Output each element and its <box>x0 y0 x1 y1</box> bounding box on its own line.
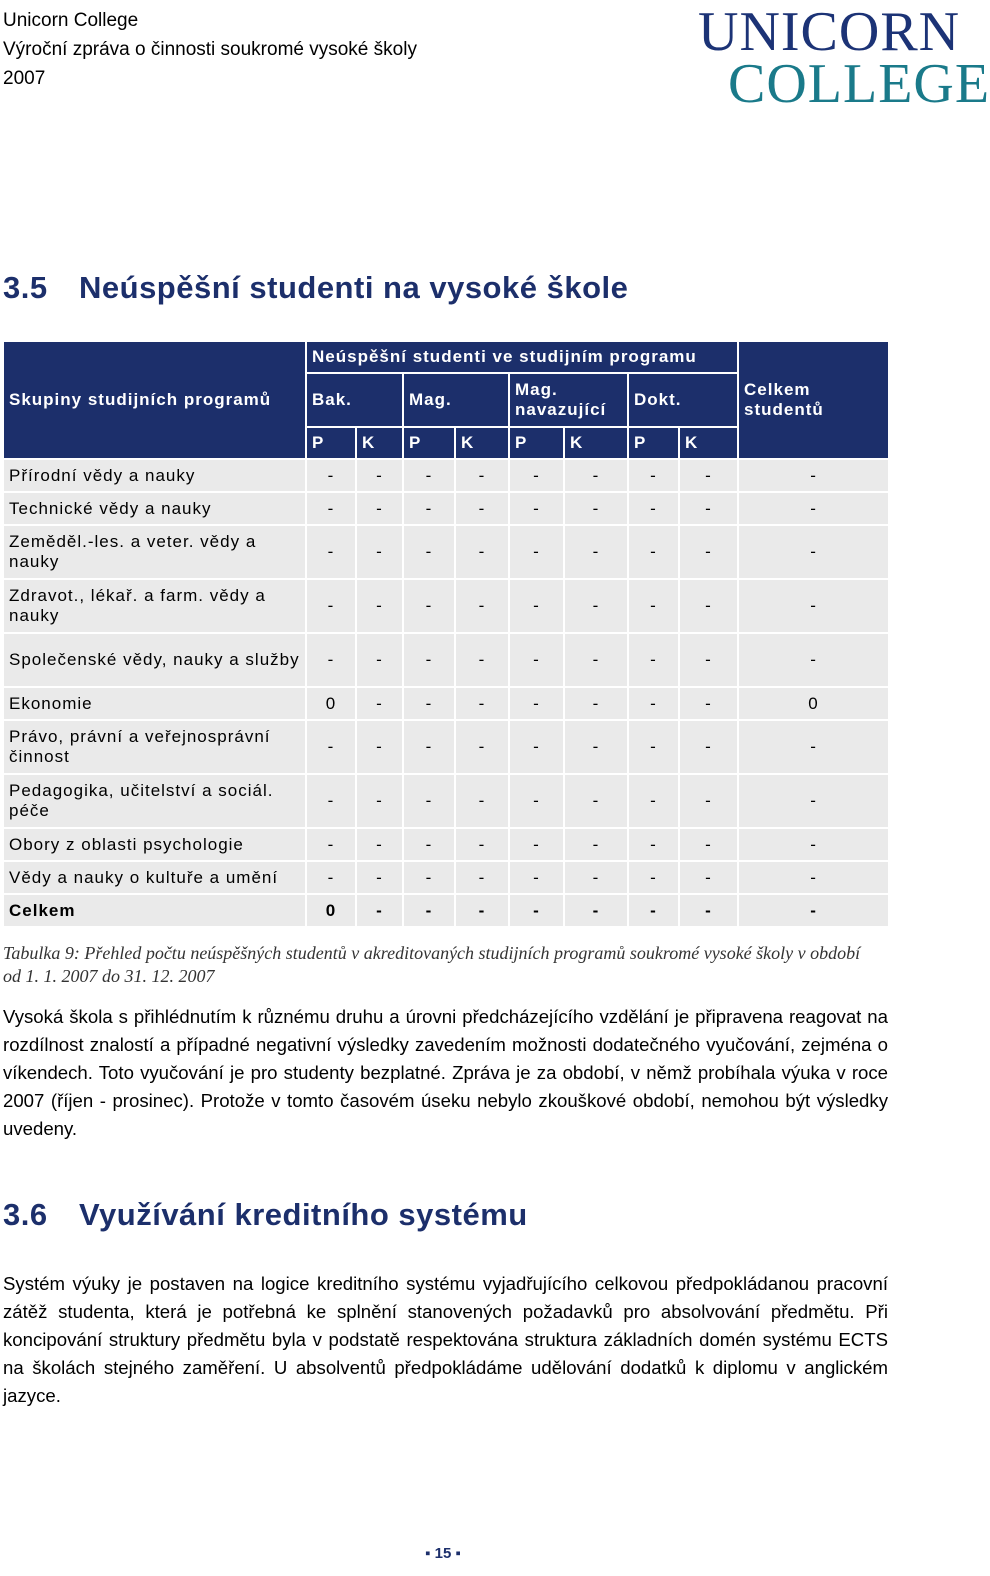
total-cell: - <box>738 525 889 579</box>
value-cell: - <box>306 579 356 633</box>
value-cell: - <box>509 459 564 492</box>
value-cell: 0 <box>306 687 356 720</box>
value-cell: - <box>509 774 564 828</box>
sub-header: P <box>628 427 679 459</box>
total-cell: - <box>738 579 889 633</box>
row-label: Zeměděl.-les. a veter. vědy a nauky <box>3 525 306 579</box>
value-cell: - <box>306 720 356 774</box>
value-cell: - <box>628 633 679 687</box>
value-cell: - <box>403 459 455 492</box>
value-cell: - <box>306 774 356 828</box>
total-cell: - <box>738 492 889 525</box>
value-cell: - <box>509 894 564 927</box>
total-header-text: Celkem studentů <box>744 380 824 419</box>
table-row <box>3 459 889 492</box>
value-cell: - <box>628 459 679 492</box>
table-row <box>3 633 889 687</box>
value-cell: - <box>564 861 628 894</box>
program-header: Dokt. <box>628 373 738 427</box>
value-cell: - <box>628 861 679 894</box>
value-cell: - <box>455 579 509 633</box>
section-title: Využívání kreditního systému <box>79 1197 528 1232</box>
header-report-title: Výroční zpráva o činnosti soukromé vysoké školy <box>3 39 417 60</box>
value-cell: - <box>509 492 564 525</box>
table-row <box>3 774 889 828</box>
col-header-total <box>738 341 889 459</box>
value-cell: - <box>356 861 403 894</box>
value-cell: - <box>455 828 509 861</box>
value-cell: - <box>628 774 679 828</box>
value-cell: - <box>679 687 738 720</box>
sub-header: K <box>455 427 509 459</box>
row-label: Pedagogika, učitelství a sociál. péče <box>3 774 306 828</box>
row-label: Společenské vědy, nauky a služby <box>3 633 306 687</box>
value-cell: - <box>356 525 403 579</box>
program-header: Mag. <box>403 373 509 427</box>
value-cell: - <box>679 579 738 633</box>
row-label: Ekonomie <box>3 687 306 720</box>
row-label: Technické vědy a nauky <box>3 492 306 525</box>
value-cell: - <box>306 492 356 525</box>
value-cell: - <box>509 828 564 861</box>
value-cell: - <box>403 861 455 894</box>
value-cell: - <box>564 687 628 720</box>
value-cell: - <box>356 894 403 927</box>
value-cell: - <box>403 687 455 720</box>
value-cell: - <box>564 720 628 774</box>
paragraph-remedial-teaching: Vysoká škola s přihlédnutím k různému druhu a úrovni předcházejícího vzdělání je připravena reagovat na rozdílnost znalostí a případné negativní výsledky zavedením možnosti dodatečného vyučování, zejména o víkendech. Toto vyučování je pro studenty bezplatné. Zpráva je za období, v němž probíhala výuka v roce 2007 (říjen - prosinec). Protože v tomto časovém úseku nebylo zkouškové období, nemohou být výsledky uvedeny. <box>3 1006 888 1139</box>
value-cell: - <box>679 459 738 492</box>
header-year: 2007 <box>3 68 46 89</box>
value-cell: - <box>679 525 738 579</box>
table-row <box>3 861 889 894</box>
value-cell: - <box>679 633 738 687</box>
value-cell: - <box>564 894 628 927</box>
value-cell: - <box>356 687 403 720</box>
sub-header: P <box>306 427 356 459</box>
value-cell: - <box>679 894 738 927</box>
value-cell: - <box>306 525 356 579</box>
section-number: 3.5 <box>3 270 48 305</box>
row-label: Celkem <box>3 894 306 927</box>
value-cell: - <box>455 492 509 525</box>
unsuccessful-students-table <box>3 341 889 927</box>
paragraph-credit-system: Systém výuky je postaven na logice kreditního systému vyjadřujícího celkovou předpokládanou pracovní zátěž studenta, která je potřebná ke splnění stanovených požadavků pro absolvování předmětu. Při koncipování struktury předmětu byla v podstatě respektována struktura základních domén systému ECTS na školách stejného zaměření. U absolventů předpokládáme udělování dodatků k diplomu v anglickém jazyce. <box>3 1273 888 1406</box>
total-cell: - <box>738 720 889 774</box>
value-cell: 0 <box>306 894 356 927</box>
value-cell: - <box>455 687 509 720</box>
value-cell: - <box>403 525 455 579</box>
header-college: Unicorn College <box>3 10 139 31</box>
value-cell: - <box>455 861 509 894</box>
value-cell: - <box>455 774 509 828</box>
value-cell: - <box>403 492 455 525</box>
value-cell: - <box>455 720 509 774</box>
document-header <box>3 6 417 93</box>
value-cell: - <box>509 720 564 774</box>
value-cell: - <box>356 459 403 492</box>
value-cell: - <box>679 828 738 861</box>
value-cell: - <box>403 894 455 927</box>
row-label: Obory z oblasti psychologie <box>3 828 306 861</box>
value-cell: - <box>628 720 679 774</box>
sub-header: K <box>356 427 403 459</box>
value-cell: - <box>628 828 679 861</box>
total-cell: - <box>738 861 889 894</box>
table-row <box>3 720 889 774</box>
value-cell: - <box>564 828 628 861</box>
value-cell: - <box>509 525 564 579</box>
total-cell: - <box>738 828 889 861</box>
section-number: 3.6 <box>3 1197 48 1232</box>
value-cell: - <box>564 633 628 687</box>
sub-header: P <box>403 427 455 459</box>
value-cell: - <box>628 525 679 579</box>
row-label: Přírodní vědy a nauky <box>3 459 306 492</box>
value-cell: - <box>679 774 738 828</box>
value-cell: - <box>356 492 403 525</box>
unicorn-college-logo <box>698 1 990 115</box>
value-cell: - <box>509 633 564 687</box>
sub-header: K <box>564 427 628 459</box>
value-cell: - <box>628 579 679 633</box>
value-cell: - <box>455 525 509 579</box>
value-cell: - <box>564 492 628 525</box>
value-cell: - <box>356 579 403 633</box>
sub-header: K <box>679 427 738 459</box>
total-cell: - <box>738 633 889 687</box>
value-cell: - <box>509 687 564 720</box>
logo-line-college: COLLEGE <box>728 53 990 115</box>
value-cell: - <box>306 459 356 492</box>
value-cell: - <box>679 861 738 894</box>
program-header: Mag. navazující <box>509 373 628 427</box>
value-cell: - <box>306 633 356 687</box>
program-header: Bak. <box>306 373 403 427</box>
value-cell: - <box>628 492 679 525</box>
value-cell: - <box>679 492 738 525</box>
table-row <box>3 828 889 861</box>
total-cell: - <box>738 459 889 492</box>
value-cell: - <box>628 687 679 720</box>
col-header-groups: Skupiny studijních programů <box>3 341 306 459</box>
value-cell: - <box>403 828 455 861</box>
page-number: ▪ 15 ▪ <box>425 1545 461 1562</box>
row-label: Vědy a nauky o kultuře a umění <box>3 861 306 894</box>
value-cell: - <box>564 774 628 828</box>
value-cell: - <box>403 774 455 828</box>
logo-line-unicorn: UNICORN <box>698 1 961 63</box>
row-label: Zdravot., lékař. a farm. vědy a nauky <box>3 579 306 633</box>
value-cell: - <box>356 828 403 861</box>
value-cell: - <box>679 720 738 774</box>
value-cell: - <box>306 861 356 894</box>
value-cell: - <box>564 459 628 492</box>
row-label: Právo, právní a veřejnosprávní činnost <box>3 720 306 774</box>
value-cell: - <box>403 579 455 633</box>
value-cell: - <box>403 633 455 687</box>
value-cell: - <box>509 861 564 894</box>
value-cell: - <box>356 720 403 774</box>
total-cell: - <box>738 894 889 927</box>
value-cell: - <box>564 525 628 579</box>
section-heading-3-6 <box>3 1197 528 1233</box>
table-row <box>3 894 889 927</box>
table-row <box>3 525 889 579</box>
section-title: Neúspěšní studenti na vysoké škole <box>79 270 629 305</box>
sub-header: P <box>509 427 564 459</box>
table-caption: Tabulka 9: Přehled počtu neúspěšných studentů v akreditovaných studijních programů soukromé vysoké školy v období od 1. 1. 2007 do 31. 12. 2007 <box>3 943 861 986</box>
value-cell: - <box>356 633 403 687</box>
section-heading-3-5 <box>3 270 628 306</box>
table-row <box>3 492 889 525</box>
value-cell: - <box>455 633 509 687</box>
table-row <box>3 579 889 633</box>
total-cell: - <box>738 774 889 828</box>
col-header-span: Neúspěšní studenti ve studijním programu <box>306 341 738 373</box>
value-cell: - <box>564 579 628 633</box>
value-cell: - <box>628 894 679 927</box>
value-cell: - <box>455 894 509 927</box>
total-cell: 0 <box>738 687 889 720</box>
value-cell: - <box>356 774 403 828</box>
value-cell: - <box>403 720 455 774</box>
value-cell: - <box>455 459 509 492</box>
table-row <box>3 687 889 720</box>
value-cell: - <box>306 828 356 861</box>
value-cell: - <box>509 579 564 633</box>
